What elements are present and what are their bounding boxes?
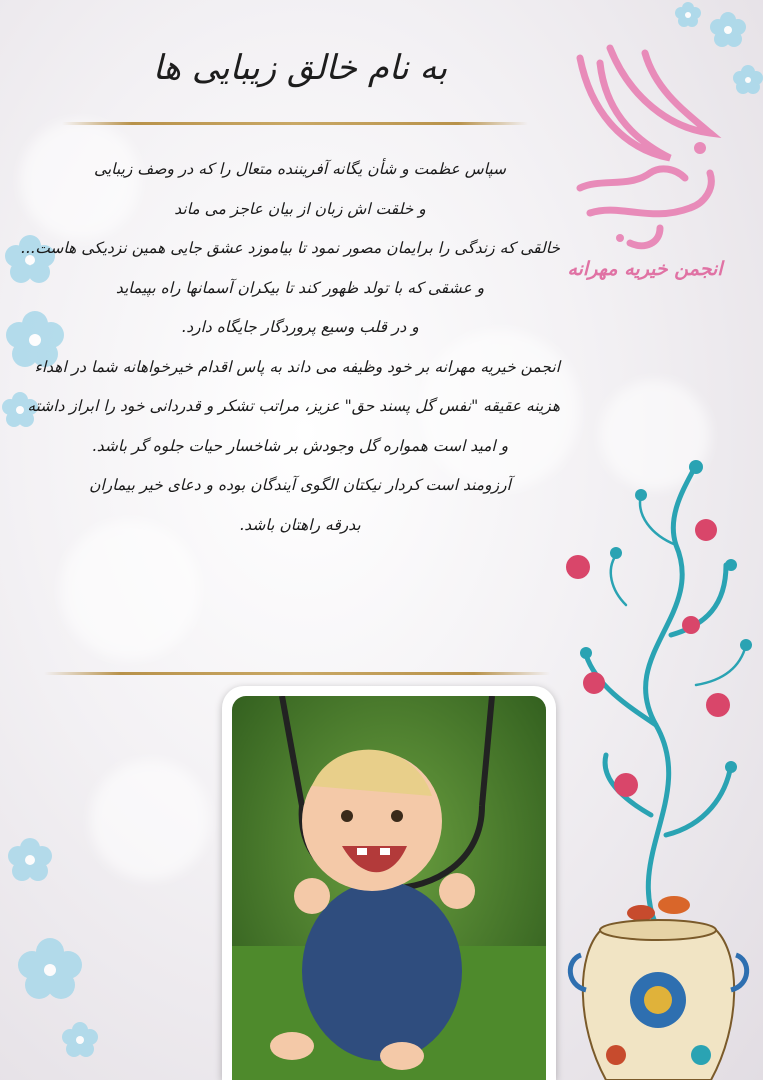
body-line: آرزومند است کردار نیکتان الگوی آیندگان بوده و دعای خیر بیماران	[89, 476, 511, 494]
floral-vine-with-vase	[556, 455, 763, 1080]
logo-caption: انجمن خیریه مهرانه	[567, 258, 723, 280]
body-line: و خلقت اش زبان از بیان عاجز می ماند	[174, 199, 426, 218]
body-line: و امید است همواره گل وجودش بر شاخسار حیات جلوه گر باشد.	[91, 436, 509, 455]
top-divider	[62, 122, 528, 125]
body-text	[20, 150, 560, 545]
bottom-divider	[44, 672, 550, 675]
birds	[627, 896, 690, 921]
body-line: انجمن خیریه مهرانه بر خود وظیفه می داند به پاس اقدام خیرخواهانه شما در اهداء	[34, 357, 560, 376]
body-line: سپاس عظمت و شأن یگانه آفریننده متعال را که در وصف زیبایی	[93, 160, 507, 178]
body-line: خالقی که زندگی را برایمان مصور نمود تا بیاموزد عشق جایی همین نزدیکی هاست...	[20, 239, 560, 257]
ornate-vase	[570, 920, 746, 1080]
baby-photo	[232, 696, 546, 1080]
body-line: بدرقه راهتان باشد.	[239, 515, 361, 534]
body-line: هزینه عقیقه "نفس گل پسند حق" عزیز، مراتب تشکر و قدردانی خود را ابراز داشته	[27, 397, 560, 415]
bottom-left-blossom-cluster	[0, 820, 110, 1080]
body-line: و عشقی که با تولد ظهور کند تا بیکران آسمانها راه بپیماید	[115, 278, 485, 297]
page-title: به نام خالق زیبایی ها	[152, 48, 448, 88]
body-line: و در قلب وسیع پروردگار جایگاه دارد.	[181, 318, 419, 336]
